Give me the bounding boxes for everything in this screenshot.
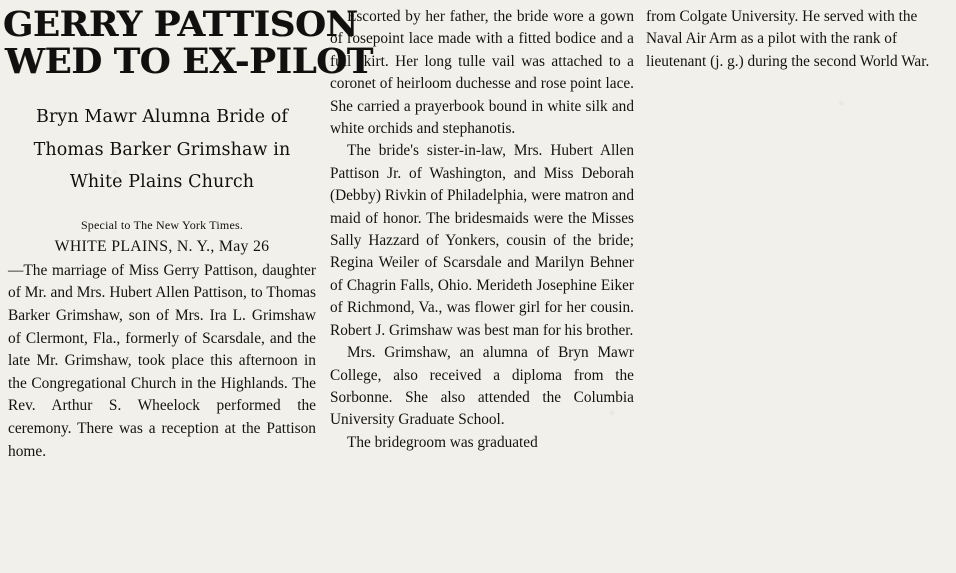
paragraph-bride-gown: Escorted by her father, the bride wore a gown of rosepoint lace made with a fitted bodice and a full skirt. Her long tulle vail was attached to a coronet of heirloom duchesse and rose point lace. She carried a prayerbook bound in white silk and white orchids and stephanotis. bbox=[330, 8, 634, 138]
headline-line-1: GERRY PATTISON bbox=[2, 4, 358, 45]
column-two-body bbox=[330, 6, 634, 454]
article-subhead bbox=[8, 101, 316, 198]
special-credit-line: Special to The New York Times. bbox=[80, 218, 244, 233]
paragraph-dateline: WHITE PLAINS, N. Y., May 26 —The marriage of Miss Gerry Pattison, daughter of Mr. and Mrs. Hubert Allen Pattison, to Thomas Barker Grimshaw, son of Mrs. Ira L. Grimshaw of Clermont, Fla., formerly of Scarsdale, and the late Mr. Grimshaw, took place this afternoon in the Congregational Church in the Highlands. The Rev. Arthur S. Wheelock performed the ceremony. There was a reception at the Pattison home. bbox=[8, 235, 316, 463]
subhead-line-2: Thomas Barker Grimshaw in bbox=[33, 139, 291, 160]
paragraph-bridegroom-continued: from Colgate University. He served with the Naval Air Arm as a pilot with the rank of lieutenant (j. g.) during the second World War. bbox=[645, 8, 930, 70]
article-headline bbox=[2, 4, 373, 82]
column-two bbox=[326, 6, 642, 454]
paragraph-bride-education: Mrs. Grimshaw, an alumna of Bryn Mawr College, also received a diploma from the Sorbonne. She also attended the Columbia University Graduate School. bbox=[330, 344, 634, 429]
subhead-line-1: Bryn Mawr Alumna Bride of bbox=[35, 107, 289, 128]
column-one bbox=[2, 4, 373, 463]
dateline-lead: WHITE PLAINS, N. Y., May 26 bbox=[54, 238, 270, 256]
paragraph-bridegroom-start: The bridegroom was graduated bbox=[347, 433, 538, 451]
paragraph-attendants: The bride's sister-in-law, Mrs. Hubert Allen Pattison Jr. of Washington, and Miss Deborah (Debby) Rivkin of Philadelphia, were matron and maid of honor. The bridesmaids were the Misses Sally Hazzard of Yonkers, cousin of the bride; Regina Weiler of Scarsdale and Marilyn Behner of Chagrin Falls, Ohio. Merideth Josephine Eiker of Richmond, Va., was flower girl for her cousin. Robert J. Grimshaw was best man for his brother. bbox=[330, 142, 634, 339]
column-one-body bbox=[8, 235, 316, 463]
column-three bbox=[642, 6, 948, 73]
headline-line-2: WED TO EX-PILOT bbox=[4, 40, 373, 82]
article-columns bbox=[2, 4, 948, 573]
subhead-line-3: White Plains Church bbox=[69, 172, 255, 193]
column-three-body bbox=[646, 6, 948, 73]
